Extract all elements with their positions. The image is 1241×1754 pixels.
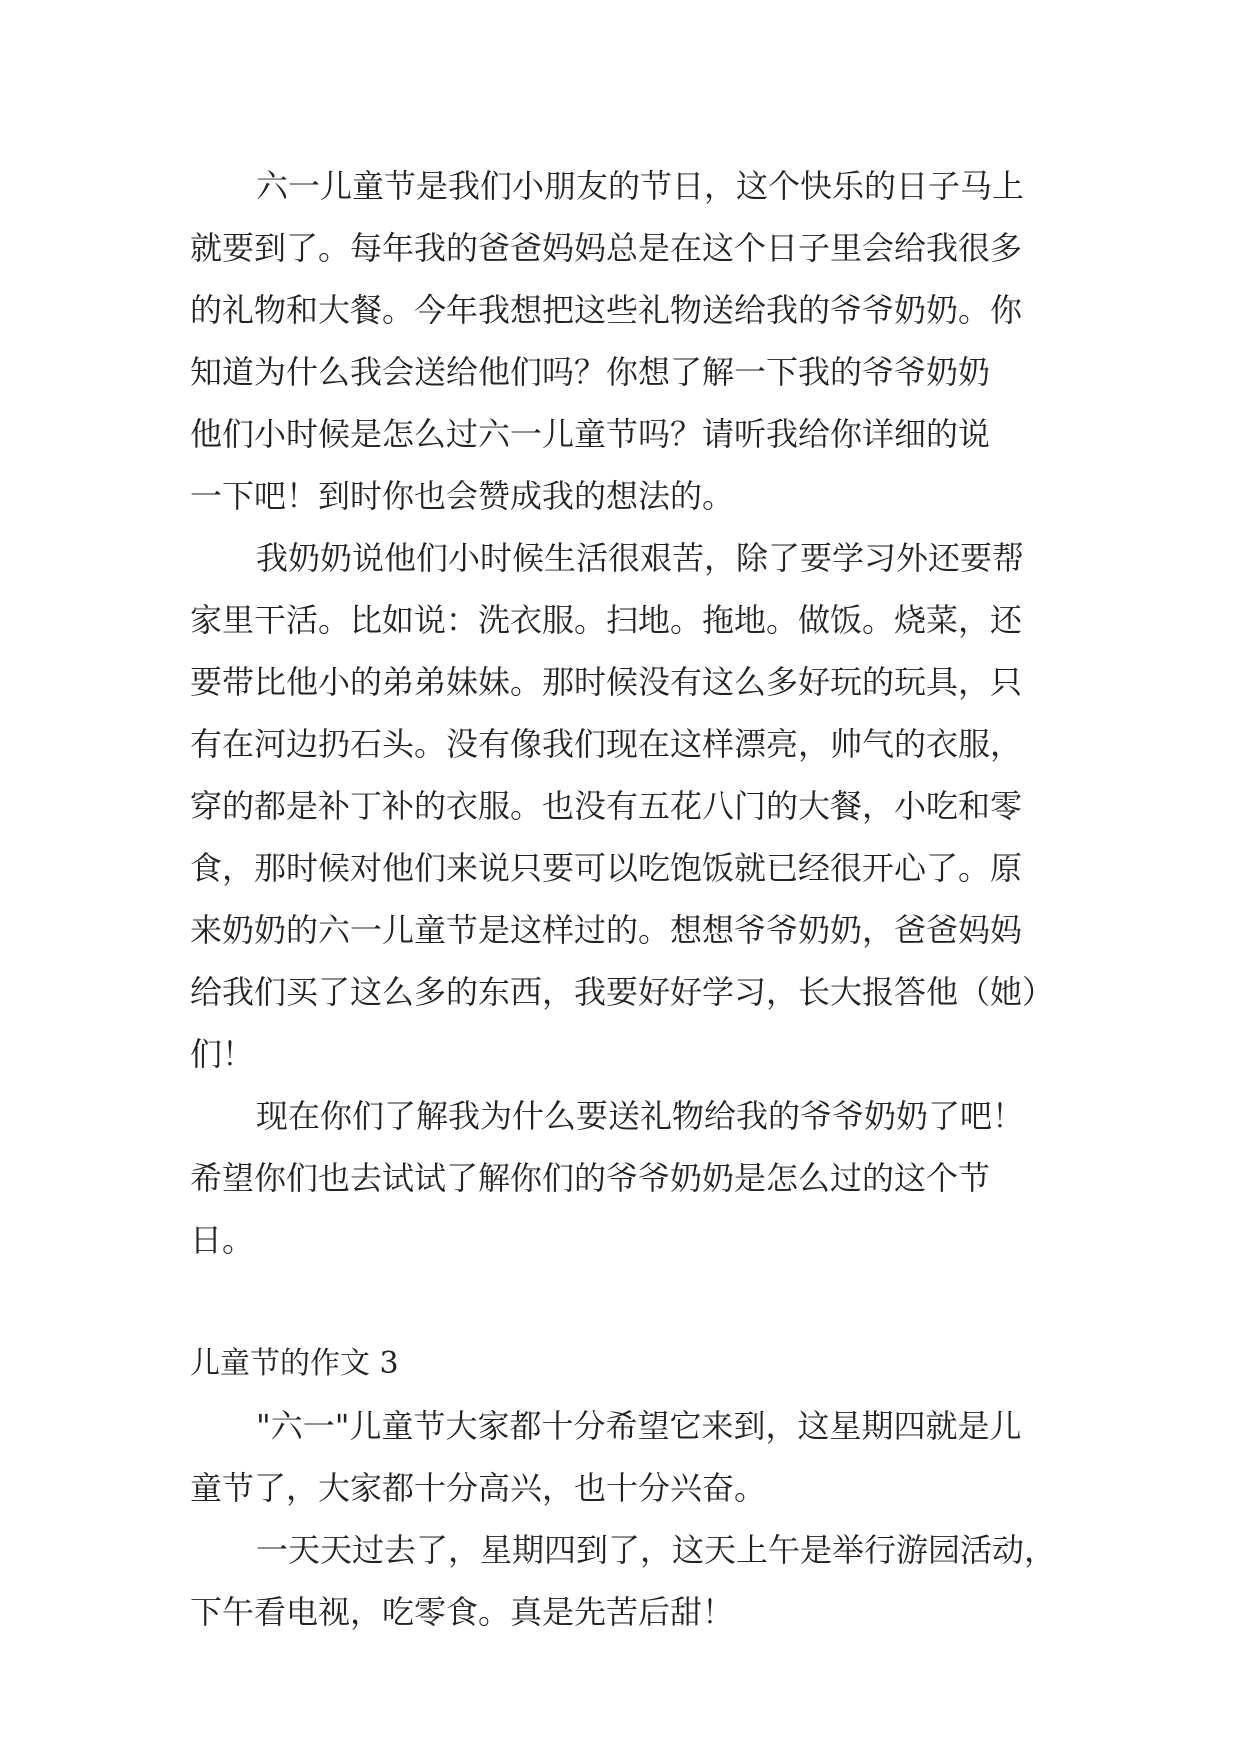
text-line: 我奶奶说他们小时候生活很艰苦，除了要学习外还要帮 (256, 539, 1025, 577)
paragraph (190, 1395, 1070, 1519)
section-spacer (190, 1271, 1070, 1333)
text-line: "六一"儿童节大家都十分希望它来到，这星期四就是儿 (256, 1407, 1022, 1445)
paragraph (190, 1085, 1070, 1271)
text-line: 下午看电视，吃零食。真是先苦后甜！ (190, 1593, 735, 1631)
text-line: 童节了，大家都十分高兴，也十分兴奋。 (190, 1469, 767, 1507)
text-line: 们！ (190, 1035, 255, 1073)
text-line: 要带比他小的弟弟妹妹。那时候没有这么多好玩的玩具，只 (190, 663, 1023, 701)
text-line: 一天天过去了，星期四到了，这天上午是举行游园活动， (256, 1531, 1057, 1569)
text-line: 一下吧！到时你也会赞成我的想法的。 (190, 477, 735, 515)
text-line: 给我们买了这么多的东西，我要好好学习，长大报答他（她） (190, 973, 1055, 1011)
text-line: 现在你们了解我为什么要送礼物给我的爷爷奶奶了吧！ (256, 1097, 1025, 1135)
text-line: 希望你们也去试试了解你们的爷爷奶奶是怎么过的这个节 (190, 1159, 991, 1197)
text-line: 知道为什么我会送给他们吗？你想了解一下我的爷爷奶奶 (190, 353, 991, 391)
paragraph (190, 1519, 1070, 1643)
text-line: 来奶奶的六一儿童节是这样过的。想想爷爷奶奶，爸爸妈妈 (190, 911, 1023, 949)
text-line: 家里干活。比如说：洗衣服。扫地。拖地。做饭。烧菜，还 (190, 601, 1023, 639)
paragraph (190, 527, 1070, 1085)
paragraph (190, 155, 1070, 527)
text-line: 有在河边扔石头。没有像我们现在这样漂亮，帅气的衣服， (190, 725, 1023, 763)
text-line: 日。 (190, 1221, 255, 1259)
text-line: 穿的都是补丁补的衣服。也没有五花八门的大餐，小吃和零 (190, 787, 1023, 825)
essay-title: 儿童节的作文 3 (190, 1346, 399, 1381)
text-line: 六一儿童节是我们小朋友的节日，这个快乐的日子马上 (256, 167, 1025, 205)
document-body (190, 155, 1070, 1643)
text-line: 他们小时候是怎么过六一儿童节吗？请听我给你详细的说 (190, 415, 991, 453)
text-line: 的礼物和大餐。今年我想把这些礼物送给我的爷爷奶奶。你 (190, 291, 1023, 329)
text-line: 就要到了。每年我的爸爸妈妈总是在这个日子里会给我很多 (190, 229, 1023, 267)
text-line: 食，那时候对他们来说只要可以吃饱饭就已经很开心了。原 (190, 849, 1023, 887)
